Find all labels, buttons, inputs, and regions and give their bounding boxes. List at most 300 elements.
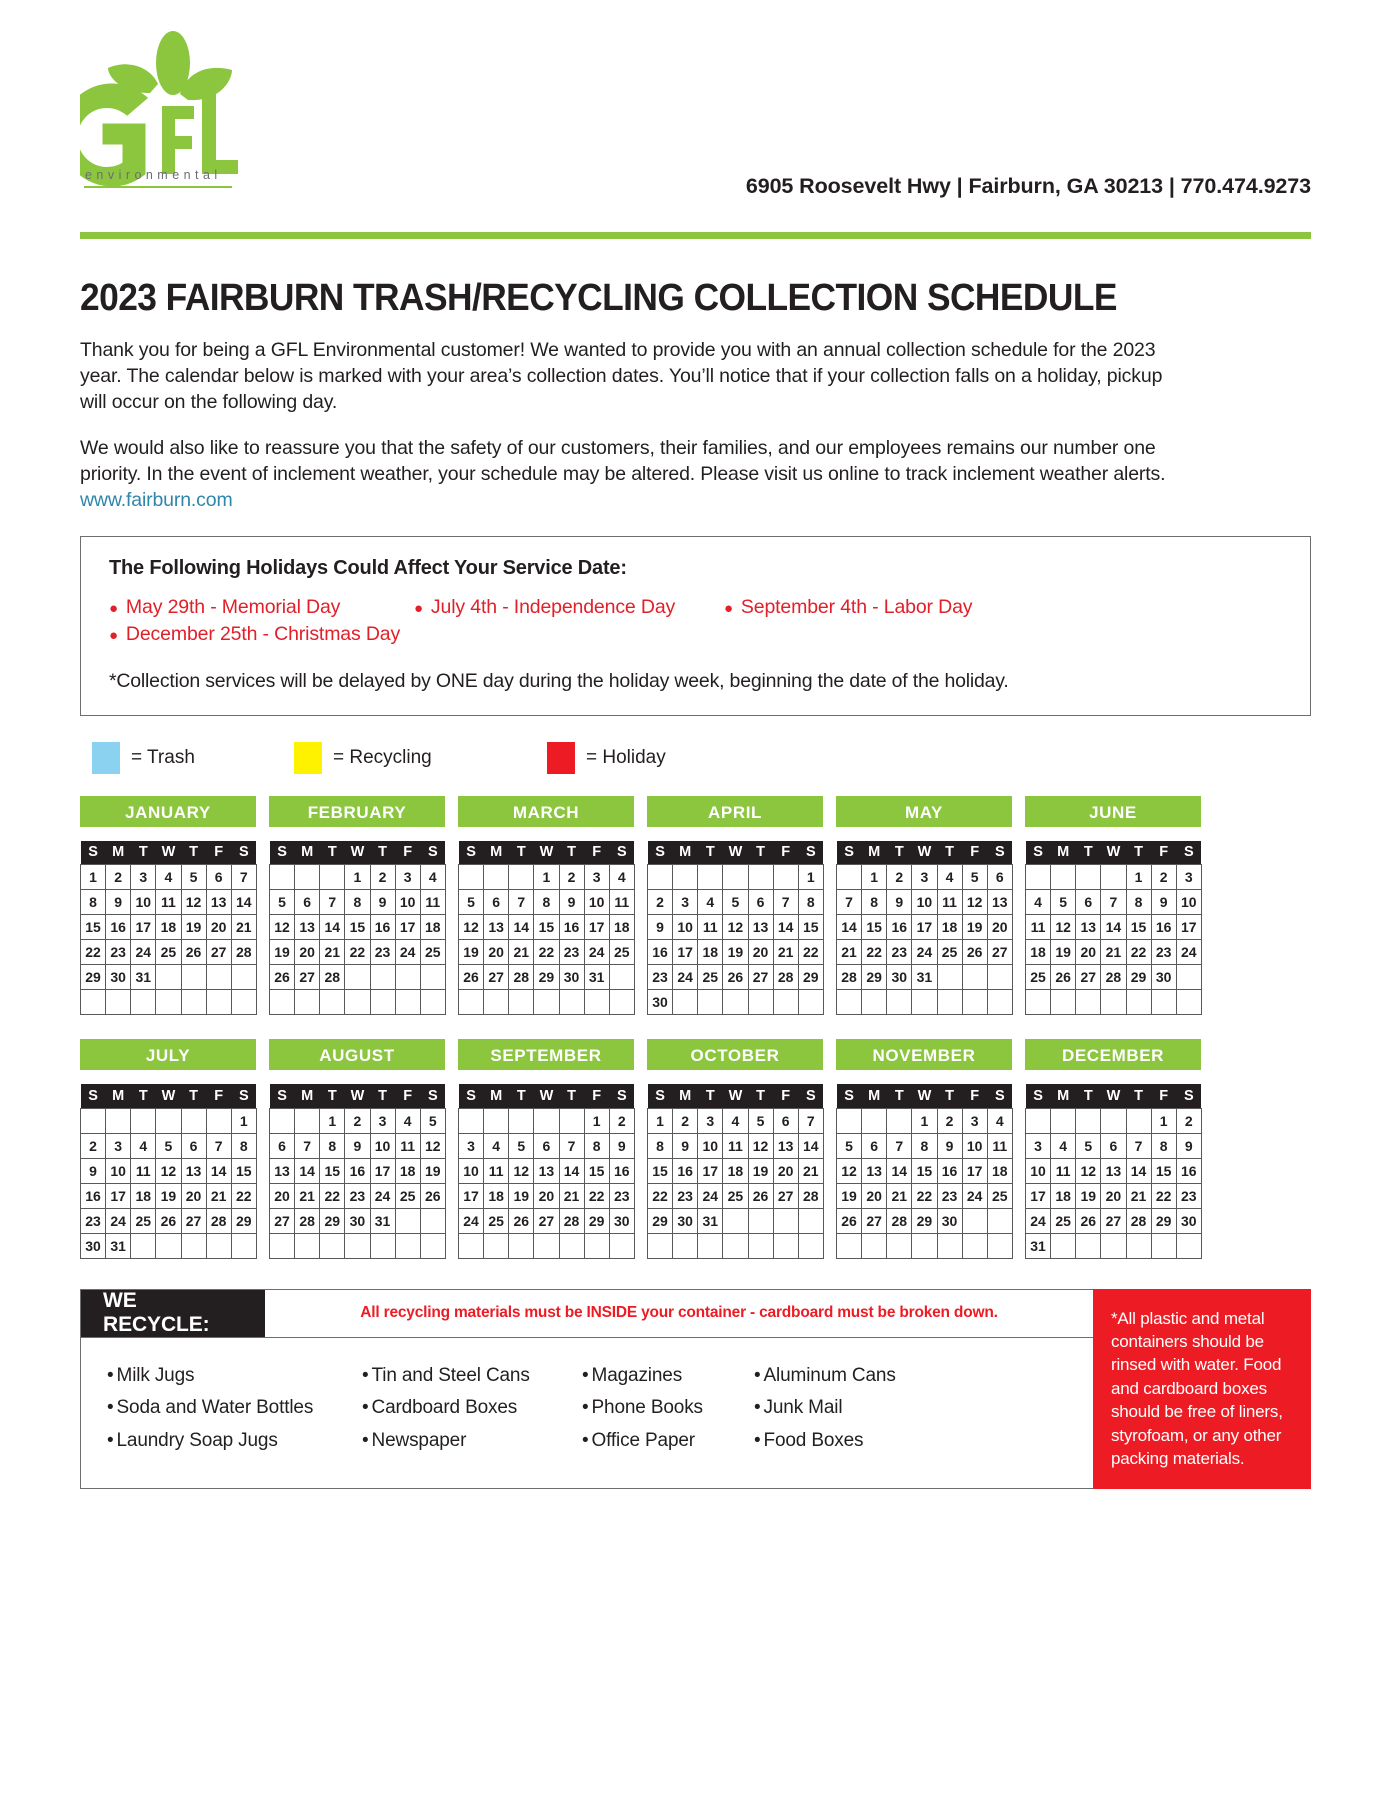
weekday-header: W	[345, 841, 370, 865]
calendar-cell-empty	[1126, 1233, 1151, 1258]
calendar-day-11: 11	[698, 915, 723, 940]
calendar-week-row	[81, 1233, 257, 1258]
calendar-day-11: 11	[937, 890, 962, 915]
calendar-day-13: 13	[1076, 915, 1101, 940]
weekday-header: T	[370, 1084, 395, 1108]
calendar-day-6: 6	[206, 865, 231, 890]
calendar-week-row	[81, 940, 257, 965]
calendar-cell-empty	[370, 1233, 395, 1258]
calendar-day-5: 5	[1076, 1133, 1101, 1158]
calendar-day-2: 2	[1151, 865, 1176, 890]
calendar-cell-empty	[1051, 865, 1076, 890]
gfl-logo	[80, 18, 260, 193]
calendar-day-7: 7	[320, 890, 345, 915]
weekday-header: W	[912, 1084, 937, 1108]
calendar-day-6: 6	[181, 1133, 206, 1158]
calendar-week-row	[1026, 1233, 1202, 1258]
calendar-cell-empty	[773, 865, 798, 890]
calendar-cell-empty	[773, 1208, 798, 1233]
calendar-day-2: 2	[937, 1108, 962, 1133]
calendar-day-4: 4	[937, 865, 962, 890]
calendar-day-14: 14	[1126, 1158, 1151, 1183]
weekday-header-row	[1026, 841, 1202, 865]
weekday-header: M	[295, 841, 320, 865]
calendar-day-24: 24	[1026, 1208, 1051, 1233]
calendar-week-row	[837, 1108, 1013, 1133]
calendar-day-3: 3	[370, 1108, 395, 1133]
calendar-day-8: 8	[1151, 1133, 1176, 1158]
weekday-header: M	[106, 841, 131, 865]
calendar-cell-empty	[698, 990, 723, 1015]
calendar-day-21: 21	[295, 1183, 320, 1208]
weekday-header: W	[1101, 841, 1126, 865]
calendar-cell-empty	[320, 1233, 345, 1258]
calendar-day-11: 11	[1026, 915, 1051, 940]
weekday-header: T	[131, 1084, 156, 1108]
calendar-day-30: 30	[345, 1208, 370, 1233]
month-table	[458, 841, 635, 1016]
weekday-header: F	[395, 1084, 420, 1108]
bullet-icon: ●	[109, 599, 118, 617]
calendar-day-1: 1	[345, 865, 370, 890]
calendar-day-6: 6	[270, 1133, 295, 1158]
calendar-day-3: 3	[673, 890, 698, 915]
weekday-header: W	[156, 1084, 181, 1108]
calendar-day-17: 17	[584, 915, 609, 940]
calendar-cell-empty	[181, 1233, 206, 1258]
calendar-day-20: 20	[206, 915, 231, 940]
calendar-day-8: 8	[231, 1133, 256, 1158]
calendar-day-3: 3	[459, 1133, 484, 1158]
calendar-week-row	[459, 1208, 635, 1233]
calendar-day-14: 14	[509, 915, 534, 940]
calendar-cell-empty	[648, 865, 673, 890]
calendar-day-13: 13	[484, 915, 509, 940]
calendar-day-16: 16	[81, 1183, 106, 1208]
recycle-header-bar	[81, 1290, 1093, 1338]
calendar-cell-empty	[106, 1108, 131, 1133]
calendar-week-row	[648, 915, 824, 940]
fairburn-website-link[interactable]: www.fairburn.com	[80, 488, 233, 511]
calendar-day-25: 25	[395, 1183, 420, 1208]
calendar-week-row	[81, 890, 257, 915]
page-title: 2023 FAIRBURN TRASH/RECYCLING COLLECTION SCHEDULE	[80, 277, 1117, 319]
calendar-day-20: 20	[748, 940, 773, 965]
calendar-cell-empty	[1101, 865, 1126, 890]
weekday-header: T	[937, 1084, 962, 1108]
calendar-cell-empty	[206, 990, 231, 1015]
calendar-cell-empty	[131, 1108, 156, 1133]
calendar-day-22: 22	[320, 1183, 345, 1208]
weekday-header: S	[609, 841, 634, 865]
weekday-header: T	[1126, 841, 1151, 865]
calendar-day-25: 25	[609, 940, 634, 965]
calendar-day-9: 9	[559, 890, 584, 915]
weekday-header: S	[1026, 1084, 1051, 1108]
calendar-week-row	[837, 940, 1013, 965]
calendar-day-1: 1	[912, 1108, 937, 1133]
calendar-cell-empty	[420, 1233, 445, 1258]
recycle-list-item	[582, 1360, 754, 1393]
weekday-header-row	[270, 1084, 446, 1108]
recycle-item-label: Soda and Water Bottles	[116, 1397, 314, 1419]
calendar-day-8: 8	[912, 1133, 937, 1158]
month-name: JUNE	[1025, 796, 1201, 827]
calendar-day-23: 23	[887, 940, 912, 965]
calendar-day-3: 3	[584, 865, 609, 890]
bullet-icon: •	[107, 1429, 114, 1451]
calendar-day-11: 11	[723, 1133, 748, 1158]
weekday-header: T	[320, 841, 345, 865]
weekday-header-row	[270, 841, 446, 865]
calendar-day-15: 15	[798, 915, 823, 940]
recycle-list-item	[754, 1360, 934, 1393]
calendar-day-19: 19	[837, 1183, 862, 1208]
calendar-day-11: 11	[156, 890, 181, 915]
calendar-day-5: 5	[420, 1108, 445, 1133]
calendar-day-21: 21	[320, 940, 345, 965]
holiday-item-label: September 4th - Labor Day	[740, 595, 973, 618]
calendar-cell-empty	[484, 1108, 509, 1133]
calendar-day-7: 7	[206, 1133, 231, 1158]
calendar-day-14: 14	[1101, 915, 1126, 940]
calendar-day-26: 26	[962, 940, 987, 965]
month-table	[836, 841, 1013, 1016]
legend-label-holiday: = Holiday	[586, 746, 666, 768]
calendar-cell-empty	[156, 1108, 181, 1133]
recycle-item-label: Phone Books	[591, 1397, 703, 1419]
calendar-day-6: 6	[1076, 890, 1101, 915]
calendar-day-24: 24	[370, 1183, 395, 1208]
weekday-header: W	[345, 1084, 370, 1108]
calendar-day-23: 23	[559, 940, 584, 965]
weekday-header: S	[459, 841, 484, 865]
calendar-day-31: 31	[106, 1233, 131, 1258]
calendar-day-22: 22	[912, 1183, 937, 1208]
calendar-day-21: 21	[798, 1158, 823, 1183]
calendar-week-row	[1026, 915, 1202, 940]
calendar-day-27: 27	[748, 965, 773, 990]
calendar-day-10: 10	[370, 1133, 395, 1158]
calendar-day-12: 12	[420, 1133, 445, 1158]
calendar-week-row	[837, 1183, 1013, 1208]
calendar-day-5: 5	[748, 1108, 773, 1133]
weekday-header: F	[962, 841, 987, 865]
weekday-header-row	[81, 841, 257, 865]
calendar-cell-empty	[206, 1108, 231, 1133]
weekday-header-row	[81, 1084, 257, 1108]
recycle-list-item	[107, 1360, 362, 1393]
calendar-cell-empty	[395, 1208, 420, 1233]
calendar-cell-empty	[345, 990, 370, 1015]
calendar-day-22: 22	[862, 940, 887, 965]
weekday-header: S	[987, 1084, 1012, 1108]
calendar-day-22: 22	[534, 940, 559, 965]
calendar-cell-empty	[1151, 1233, 1176, 1258]
weekday-header: F	[962, 1084, 987, 1108]
month-march	[458, 796, 634, 1016]
calendar-week-row	[1026, 1108, 1202, 1133]
weekday-header: T	[320, 1084, 345, 1108]
calendar-week-row	[837, 915, 1013, 940]
calendar-day-30: 30	[106, 965, 131, 990]
calendar-day-30: 30	[937, 1208, 962, 1233]
calendar-week-row	[270, 890, 446, 915]
weekday-header: M	[862, 1084, 887, 1108]
calendar-day-3: 3	[1176, 865, 1201, 890]
weekday-header: S	[81, 1084, 106, 1108]
calendar-week-row	[459, 965, 635, 990]
calendar-day-14: 14	[837, 915, 862, 940]
bullet-icon: •	[362, 1429, 369, 1451]
calendar-cell-empty	[1176, 1233, 1201, 1258]
month-name: JULY	[80, 1039, 256, 1070]
calendar-day-30: 30	[887, 965, 912, 990]
calendar-week-row	[270, 1233, 446, 1258]
calendar-day-14: 14	[320, 915, 345, 940]
calendar-day-26: 26	[748, 1183, 773, 1208]
calendar-day-16: 16	[673, 1158, 698, 1183]
weekday-header: M	[295, 1084, 320, 1108]
month-february	[269, 796, 445, 1016]
calendar-day-10: 10	[395, 890, 420, 915]
calendar-cell-empty	[231, 990, 256, 1015]
calendar-day-18: 18	[723, 1158, 748, 1183]
calendar-week-row	[270, 940, 446, 965]
calendar-day-10: 10	[962, 1133, 987, 1158]
weekday-header: T	[509, 1084, 534, 1108]
calendar-cell-empty	[509, 865, 534, 890]
calendar-week-row	[270, 990, 446, 1015]
calendar-day-18: 18	[987, 1158, 1012, 1183]
calendar-cell-empty	[698, 1233, 723, 1258]
calendar-cell-empty	[181, 965, 206, 990]
weekday-header: F	[1151, 841, 1176, 865]
weekday-header: M	[673, 841, 698, 865]
calendar-day-7: 7	[837, 890, 862, 915]
logo-subtext: e n v i r o n m e n t a l	[85, 168, 218, 182]
weekday-header: T	[937, 841, 962, 865]
weekday-header: M	[106, 1084, 131, 1108]
calendar-cell-empty	[1051, 990, 1076, 1015]
month-july	[80, 1039, 256, 1259]
calendar-cell-empty	[420, 990, 445, 1015]
calendar-day-3: 3	[395, 865, 420, 890]
calendar-day-18: 18	[1051, 1183, 1076, 1208]
legend-item-recycling	[294, 742, 547, 774]
calendar-day-11: 11	[987, 1133, 1012, 1158]
bullet-icon: •	[107, 1364, 114, 1386]
calendar-day-5: 5	[962, 865, 987, 890]
calendar-day-28: 28	[206, 1208, 231, 1233]
calendar-cell-empty	[106, 990, 131, 1015]
calendar-week-row	[837, 865, 1013, 890]
bullet-icon: •	[582, 1429, 589, 1451]
calendar-day-9: 9	[106, 890, 131, 915]
calendar-week-row	[837, 965, 1013, 990]
calendar-cell-empty	[987, 990, 1012, 1015]
calendar-day-23: 23	[673, 1183, 698, 1208]
calendar-day-15: 15	[912, 1158, 937, 1183]
weekday-header: T	[1126, 1084, 1151, 1108]
calendar-cell-empty	[987, 1233, 1012, 1258]
calendar-cell-empty	[534, 1108, 559, 1133]
calendar-week-row	[1026, 940, 1202, 965]
calendar-day-6: 6	[773, 1108, 798, 1133]
calendar-cell-empty	[345, 965, 370, 990]
calendar-week-row	[837, 890, 1013, 915]
calendar-day-26: 26	[459, 965, 484, 990]
calendar-day-16: 16	[648, 940, 673, 965]
calendar-day-10: 10	[459, 1158, 484, 1183]
calendar-day-17: 17	[912, 915, 937, 940]
calendar-cell-empty	[156, 965, 181, 990]
calendar-day-18: 18	[698, 940, 723, 965]
calendar-cell-empty	[370, 990, 395, 1015]
calendar-cell-empty	[484, 1233, 509, 1258]
weekday-header: M	[484, 841, 509, 865]
calendar-day-1: 1	[584, 1108, 609, 1133]
calendar-week-row	[648, 1158, 824, 1183]
weekday-header: T	[887, 841, 912, 865]
calendar-week-row	[270, 1158, 446, 1183]
calendar-day-30: 30	[1151, 965, 1176, 990]
recycle-list-item	[362, 1360, 582, 1393]
calendar-day-7: 7	[1101, 890, 1126, 915]
calendar-week-row	[270, 1208, 446, 1233]
calendar-day-28: 28	[509, 965, 534, 990]
calendar-cell-empty	[837, 1233, 862, 1258]
calendar-day-25: 25	[420, 940, 445, 965]
calendar-day-28: 28	[837, 965, 862, 990]
calendar-day-23: 23	[1176, 1183, 1201, 1208]
calendar-day-6: 6	[295, 890, 320, 915]
calendar-day-11: 11	[131, 1158, 156, 1183]
month-name: APRIL	[647, 796, 823, 827]
calendar-day-6: 6	[748, 890, 773, 915]
calendar-day-10: 10	[1026, 1158, 1051, 1183]
calendar-cell-empty	[1026, 1108, 1051, 1133]
calendar-cell-empty	[509, 1233, 534, 1258]
month-table	[269, 1084, 446, 1259]
weekday-header: F	[206, 841, 231, 865]
calendar-day-25: 25	[484, 1208, 509, 1233]
calendar-day-20: 20	[295, 940, 320, 965]
month-june	[1025, 796, 1201, 1016]
company-address: 6905 Roosevelt Hwy | Fairburn, GA 30213 | 770.474.9273	[745, 174, 1311, 198]
calendar-week-row	[1026, 965, 1202, 990]
calendar-day-25: 25	[131, 1208, 156, 1233]
calendar-day-16: 16	[370, 915, 395, 940]
month-name: NOVEMBER	[836, 1039, 1012, 1070]
calendar-day-16: 16	[937, 1158, 962, 1183]
month-table	[269, 841, 446, 1016]
calendar-day-8: 8	[345, 890, 370, 915]
weekday-header: T	[1076, 841, 1101, 865]
calendar-day-17: 17	[459, 1183, 484, 1208]
calendar-day-11: 11	[484, 1158, 509, 1183]
month-table	[80, 1084, 257, 1259]
calendar-cell-empty	[509, 1108, 534, 1133]
calendar-day-19: 19	[1076, 1183, 1101, 1208]
calendar-day-25: 25	[698, 965, 723, 990]
weekday-header: S	[1176, 1084, 1201, 1108]
recycle-item-label: Newspaper	[371, 1429, 467, 1451]
calendar-day-16: 16	[1176, 1158, 1201, 1183]
calendar-cell-empty	[773, 1233, 798, 1258]
calendar-day-11: 11	[395, 1133, 420, 1158]
calendar-day-4: 4	[1026, 890, 1051, 915]
calendar-day-29: 29	[320, 1208, 345, 1233]
calendar-cell-empty	[798, 1208, 823, 1233]
calendar-day-1: 1	[798, 865, 823, 890]
recycle-item-label: Magazines	[591, 1364, 683, 1386]
calendar-day-1: 1	[1151, 1108, 1176, 1133]
intro-paragraph-2	[80, 436, 1170, 514]
calendar-week-row	[837, 1158, 1013, 1183]
calendar-day-22: 22	[345, 940, 370, 965]
legend-swatch-recycling	[294, 742, 322, 774]
calendar-cell-empty	[459, 865, 484, 890]
recycle-item-label: Food Boxes	[763, 1429, 864, 1451]
calendar-cell-empty	[534, 1233, 559, 1258]
weekday-header: S	[837, 841, 862, 865]
calendar-day-14: 14	[773, 915, 798, 940]
month-may	[836, 796, 1012, 1016]
recycle-list-item	[754, 1425, 934, 1458]
calendar-day-31: 31	[584, 965, 609, 990]
calendar-day-21: 21	[509, 940, 534, 965]
calendar-cell-empty	[962, 965, 987, 990]
calendar-cell-empty	[395, 990, 420, 1015]
weekday-header: S	[231, 841, 256, 865]
calendar-cell-empty	[1026, 990, 1051, 1015]
weekday-header-row	[837, 841, 1013, 865]
calendar-cell-empty	[156, 990, 181, 1015]
month-table	[458, 1084, 635, 1259]
calendar-cell-empty	[1051, 1108, 1076, 1133]
holiday-item-label: May 29th - Memorial Day	[125, 595, 341, 618]
calendar-week-row	[459, 940, 635, 965]
calendar-week-row	[270, 1133, 446, 1158]
calendar-day-20: 20	[1076, 940, 1101, 965]
calendar-day-13: 13	[295, 915, 320, 940]
calendar-day-3: 3	[698, 1108, 723, 1133]
holiday-item-label: December 25th - Christmas Day	[125, 622, 401, 645]
calendar-day-2: 2	[370, 865, 395, 890]
calendar-week-row	[81, 865, 257, 890]
calendar-day-18: 18	[484, 1183, 509, 1208]
weekday-header: S	[270, 1084, 295, 1108]
calendar-day-25: 25	[156, 940, 181, 965]
calendar-day-20: 20	[773, 1158, 798, 1183]
weekday-header: S	[420, 1084, 445, 1108]
calendar-day-27: 27	[206, 940, 231, 965]
calendar-cell-empty	[748, 865, 773, 890]
calendar-day-2: 2	[609, 1108, 634, 1133]
calendar-cell-empty	[1176, 965, 1201, 990]
calendar-cell-empty	[1101, 1108, 1126, 1133]
weekday-header: S	[231, 1084, 256, 1108]
calendar-day-29: 29	[1126, 965, 1151, 990]
calendar-row-second-half	[80, 1039, 1311, 1259]
calendar-cell-empty	[937, 990, 962, 1015]
calendar-cell-empty	[862, 990, 887, 1015]
calendar-day-16: 16	[345, 1158, 370, 1183]
calendar-day-19: 19	[181, 915, 206, 940]
calendar-day-24: 24	[698, 1183, 723, 1208]
calendar-day-24: 24	[962, 1183, 987, 1208]
